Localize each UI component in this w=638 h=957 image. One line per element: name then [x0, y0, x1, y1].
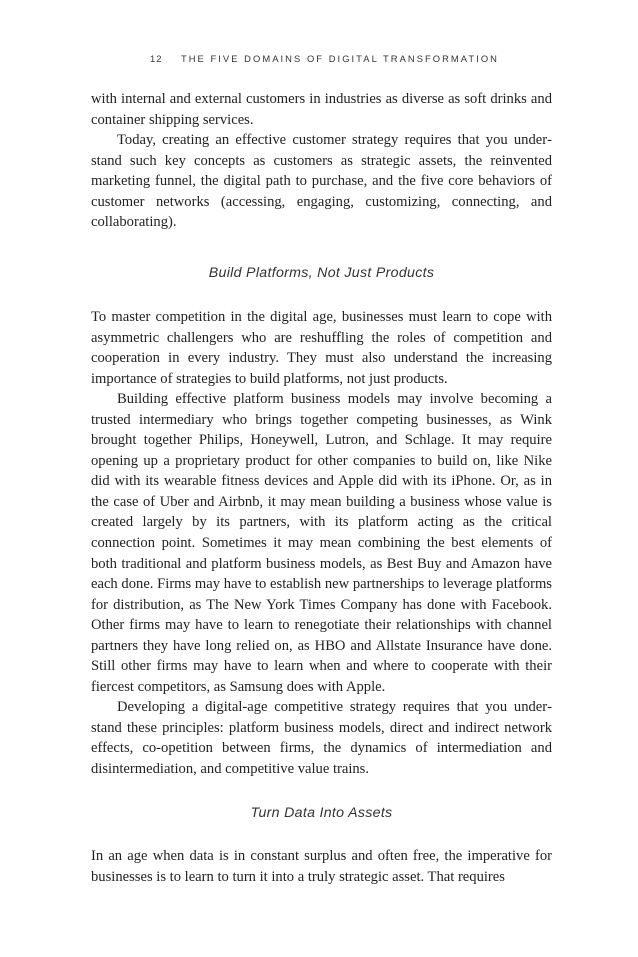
page-number: 12 — [150, 53, 163, 64]
paragraph-competitive-strategy: Developing a digital-age competitive strategy requires that you understand these principles: platform business models, direct and indirect network effects, co-opetition between firms, the dynamics of intermediation and disintermediation, and competitive value trains. — [91, 699, 552, 778]
body-text-block-opening — [91, 89, 552, 233]
paragraph-continuation: with internal and external customers in industries as diverse as soft drinks and container shipping services. — [91, 91, 552, 128]
body-text-block-data — [91, 846, 552, 887]
running-title: THE FIVE DOMAINS OF DIGITAL TRANSFORMATION — [180, 53, 499, 64]
paragraph-customer-strategy: Today, creating an effective customer strategy requires that you understand such key concepts as customers as strategic assets, the reinvented marketing funnel, the digital path to purchase, and the five core behaviors of customer networks (accessing, engaging, customizing, connecting, and collaborating). — [91, 132, 552, 231]
paragraph-master-competition: To master competition in the digital age, businesses must learn to cope with asymmetric challengers who are reshuffling the roles of competition and cooperation in every industry. They must also understand the increasing importance of strategies to build platforms, not just products. — [91, 309, 552, 387]
paragraph-platform-models: Building effective platform business models may involve becoming a trusted intermediary who brings together competing businesses, as Wink brought together Philips, Honeywell, Lutron, and Schlage. It may require opening up a proprietary product for other companies to build on, like Nike did with its wearable fitness devices and Apple did with its iPhone. Or, as in the case of Uber and Airbnb, it may mean building a business whose value is created largely by its partners, with its platform acting as the critical connection point. Sometimes it may mean combining the best elements of both traditional and platform business models, as Best Buy and Amazon have each done. Firms may have to establish new partnerships to leverage platforms for distribution, as The New York Times Company has done with Facebook. Other firms may have to learn to renegotiate their relationships with channel partners they have long relied on, as HBO and Allstate Insurance have done. Still other firms may have to learn when and where to cooperate with their fiercest competitors, as Samsung does with Apple. — [91, 391, 552, 695]
body-text-block-platforms — [91, 307, 552, 780]
running-header — [150, 53, 499, 64]
paragraph-data-imperative: In an age when data is in constant surplus and often free, the imperative for businesses is to learn to turn it into a truly strategic asset. That requires — [91, 848, 552, 885]
section-heading-turn-data: Turn Data Into Assets — [250, 805, 393, 821]
section-heading-build-platforms: Build Platforms, Not Just Products — [208, 265, 435, 281]
